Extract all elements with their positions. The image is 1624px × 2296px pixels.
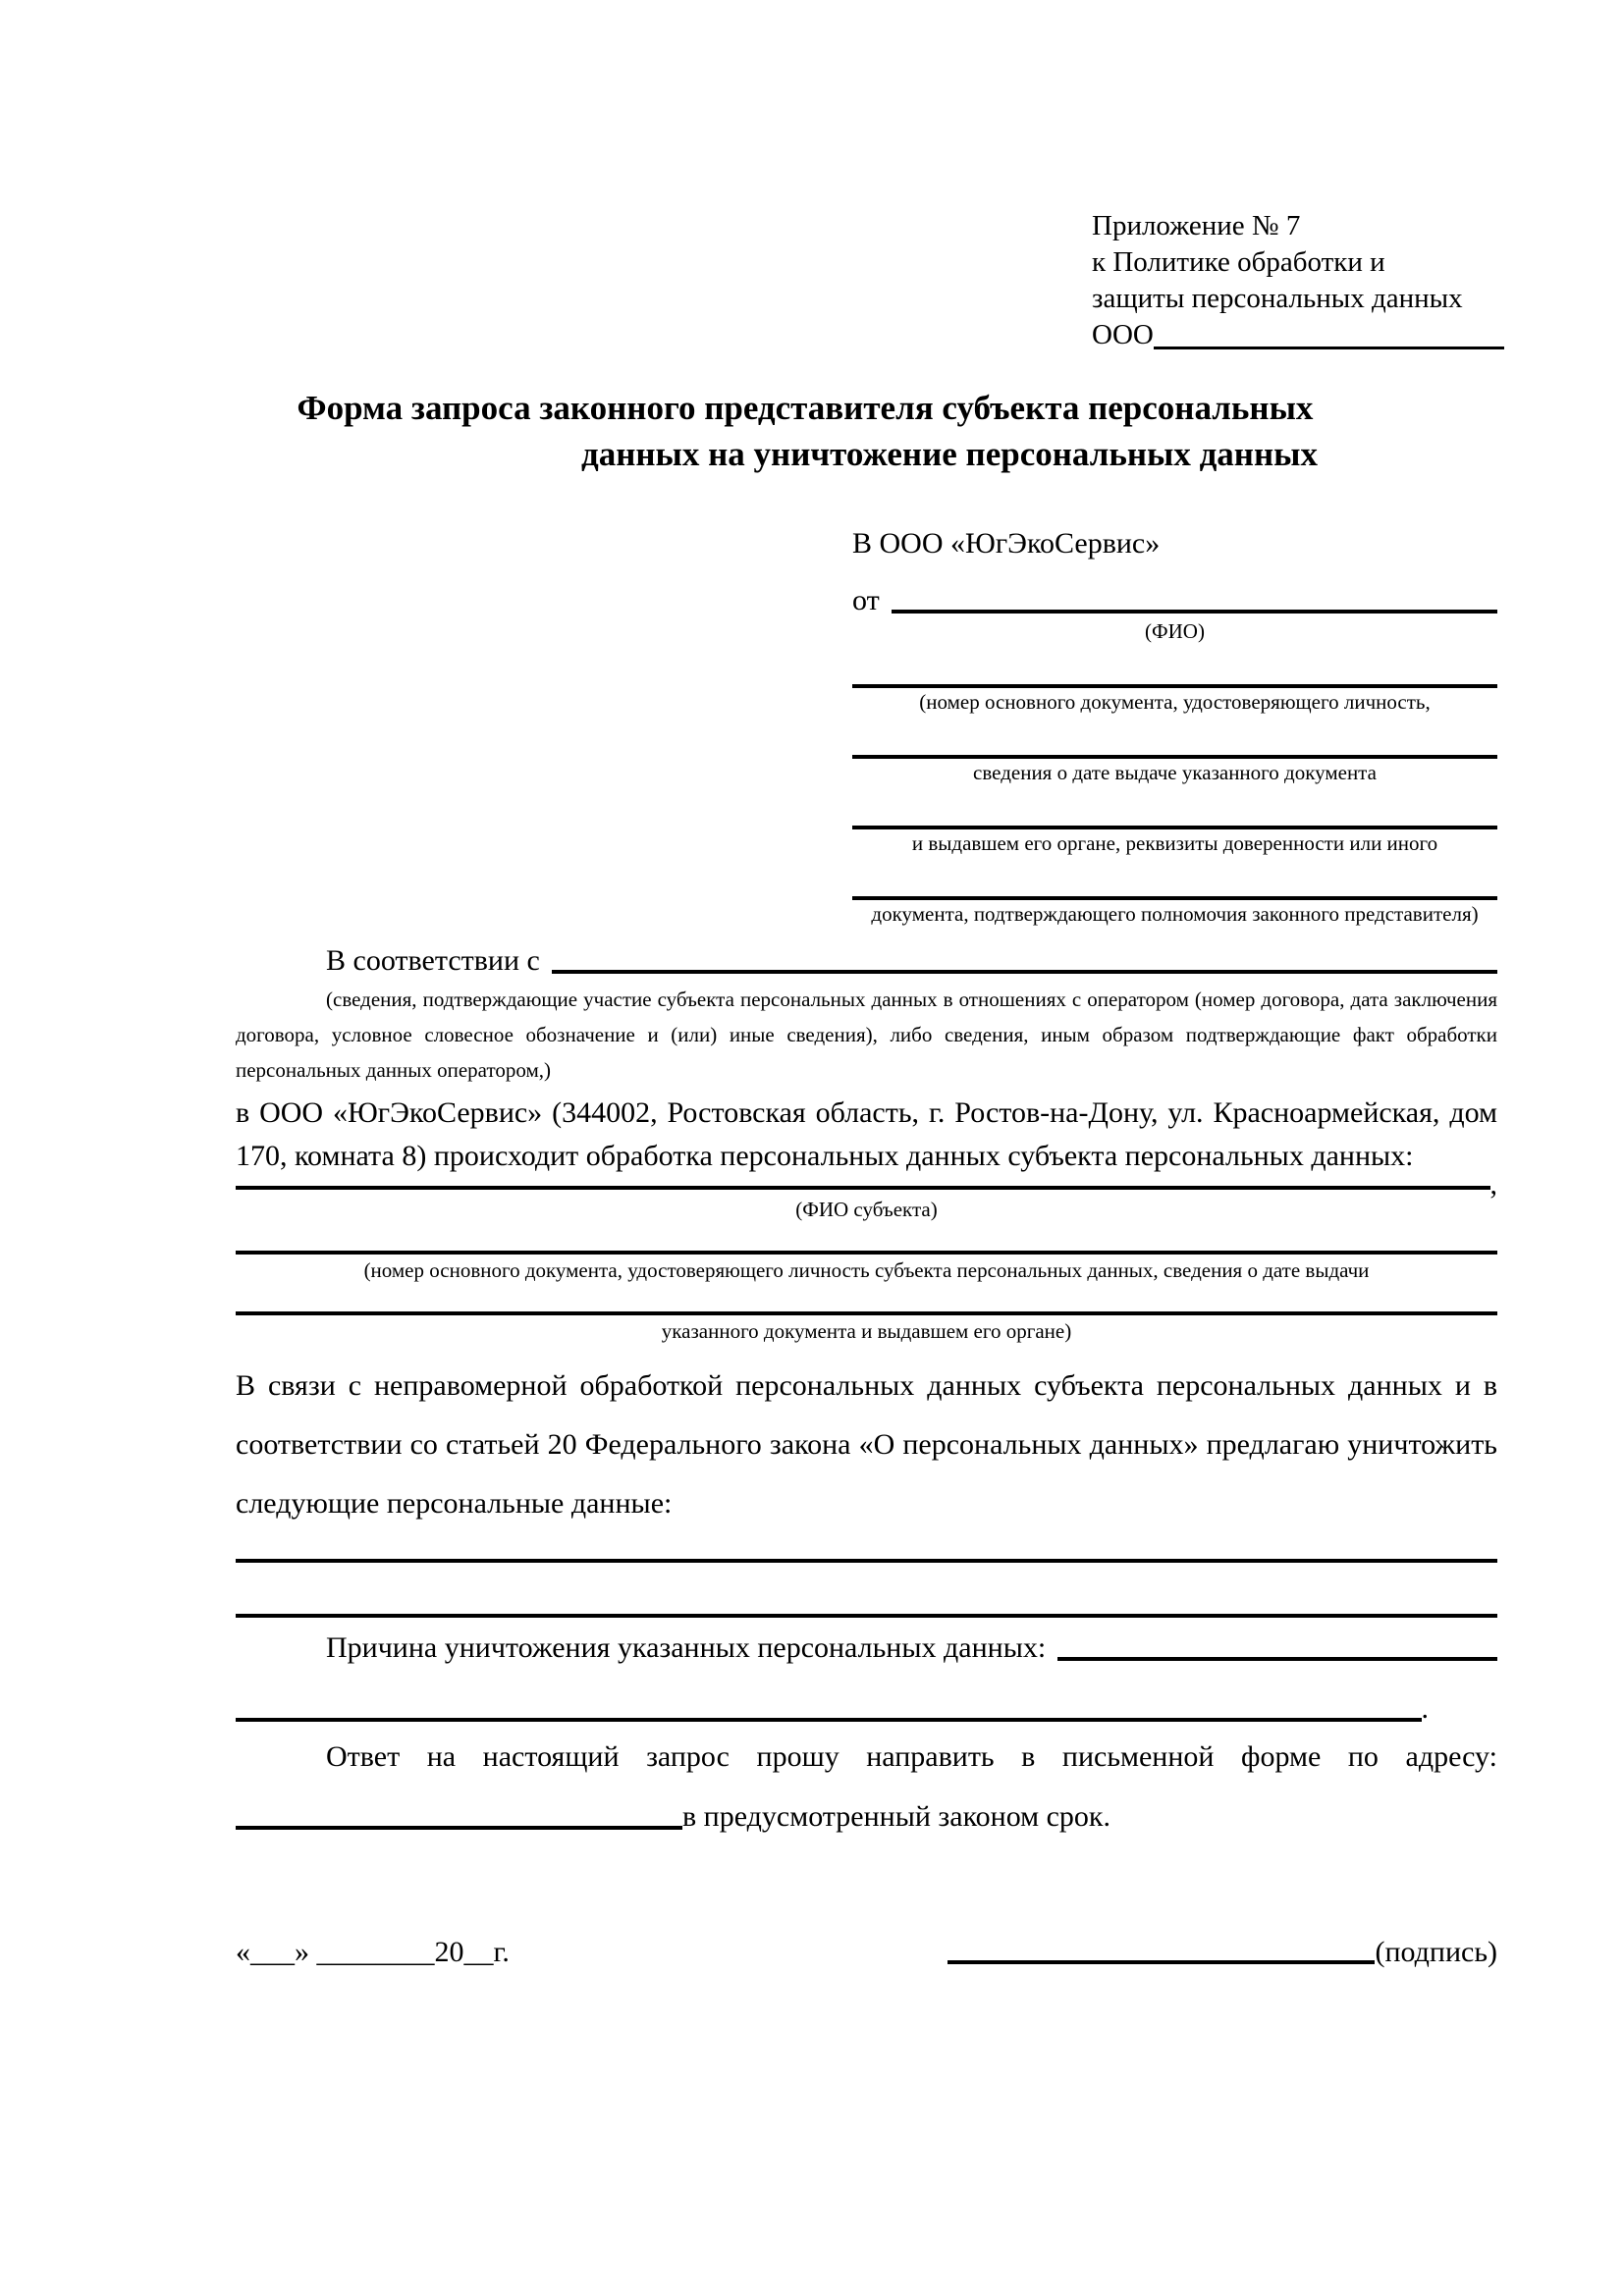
trailing-period: . — [1421, 1692, 1429, 1725]
reply-paragraph: Ответ на настоящий запрос прошу направить в письменной форме по адресу: — [326, 1740, 1497, 1773]
fio-caption: (ФИО) — [1145, 619, 1205, 643]
reason-blank-line-2 — [236, 1718, 1422, 1722]
date-field: «___» ________20__г. — [236, 1936, 510, 1968]
subject-fio-caption: (ФИО субъекта) — [795, 1198, 938, 1221]
subject-doc-blank-line-1 — [236, 1225, 1497, 1255]
annex-ooo-blank-line — [1154, 347, 1504, 349]
according-clause-row — [236, 942, 1497, 978]
according-blank-line — [552, 970, 1497, 974]
addressee-organization: В ООО «ЮгЭкоСервис» — [852, 527, 1161, 560]
annex-line-3: защиты персональных данных — [1092, 283, 1463, 314]
annex-block — [1092, 208, 1504, 353]
subject-fio-field-row — [236, 1168, 1497, 1201]
reason-blank-line — [1057, 1657, 1497, 1661]
reason-continuation-row — [236, 1665, 1497, 1726]
annex-ooo-prefix: ООО — [1092, 319, 1154, 350]
reply-address-blank-line — [236, 1826, 682, 1830]
representative-doc-blank-line-4 — [852, 859, 1497, 900]
representative-doc-blank-line-2 — [852, 718, 1497, 759]
claim-paragraph: В связи с неправомерной обработкой персональных данных субъекта персональных данных и в соответствии со статьей 20 Федерального закона «О персональных данных» предлагаю уничтожить следующие персональные данные: — [236, 1369, 1497, 1520]
reason-field-row — [236, 1618, 1497, 1665]
data-to-destroy-blank-line-2 — [236, 1563, 1497, 1618]
subject-doc-caption-2: указанного документа и выдавшем его органе) — [661, 1319, 1072, 1343]
trailing-comma: , — [1489, 1168, 1497, 1201]
representative-doc-caption-1: (номер основного документа, удостоверяющего личность, — [919, 690, 1431, 714]
addressee-block — [852, 527, 1497, 930]
from-blank-line — [892, 610, 1497, 614]
signature-blank-line — [947, 1960, 1375, 1964]
form-title-line-2: данных на уничтожение персональных данных — [581, 435, 1318, 473]
representative-doc-caption-4: документа, подтверждающего полномочия законного представителя) — [871, 902, 1479, 926]
document-body — [236, 942, 1497, 1834]
signature-field-group — [947, 1936, 1497, 1969]
according-caption: (сведения, подтверждающие участие субъекта персональных данных в отношениях с оператором (номер договора, дата заключения договора, условное словесное обозначение и (или) иные сведения), либо сведения, иным образом подтверждающие факт обработки персональных данных оператором,) — [236, 988, 1497, 1082]
reply-term-text: в предусмотренный законом срок. — [682, 1800, 1110, 1833]
reason-label: Причина уничтожения указанных персональных данных: — [326, 1631, 1047, 1664]
annex-line-2: к Политике обработки и — [1092, 246, 1385, 278]
representative-doc-caption-2: сведения о дате выдаче указанного документа — [973, 761, 1377, 784]
annex-line-1: Приложение № 7 — [1092, 210, 1301, 241]
from-field-row — [852, 580, 1497, 617]
date-signature-row — [236, 1936, 1497, 1969]
representative-doc-blank-line-3 — [852, 788, 1497, 829]
representative-doc-caption-3: и выдавшем его органе, реквизиты доверенности или иного — [911, 831, 1438, 855]
subject-fio-blank-line — [236, 1186, 1490, 1190]
subject-doc-blank-line-2 — [236, 1286, 1497, 1315]
signature-caption: (подпись) — [1375, 1936, 1497, 1968]
from-label: от — [852, 584, 880, 616]
form-title-line-1: Форма запроса законного представителя субъекта персональных — [297, 389, 1314, 427]
data-to-destroy-blank-line-1 — [236, 1533, 1497, 1563]
representative-doc-blank-line-1 — [852, 647, 1497, 688]
subject-doc-caption-1: (номер основного документа, удостоверяющего личность субъекта персональных данных, сведения о дате выдачи — [363, 1258, 1370, 1282]
operator-paragraph: в ООО «ЮгЭкоСервис» (344002, Ростовская область, г. Ростов-на-Дону, ул. Красноармейская, дом 170, комната 8) происходит обработка персональных данных субъекта персональных данных: — [236, 1096, 1497, 1172]
annex-ooo-row — [1092, 317, 1504, 353]
according-label: В соответствии с — [326, 944, 540, 977]
reply-address-row — [236, 1783, 1497, 1834]
